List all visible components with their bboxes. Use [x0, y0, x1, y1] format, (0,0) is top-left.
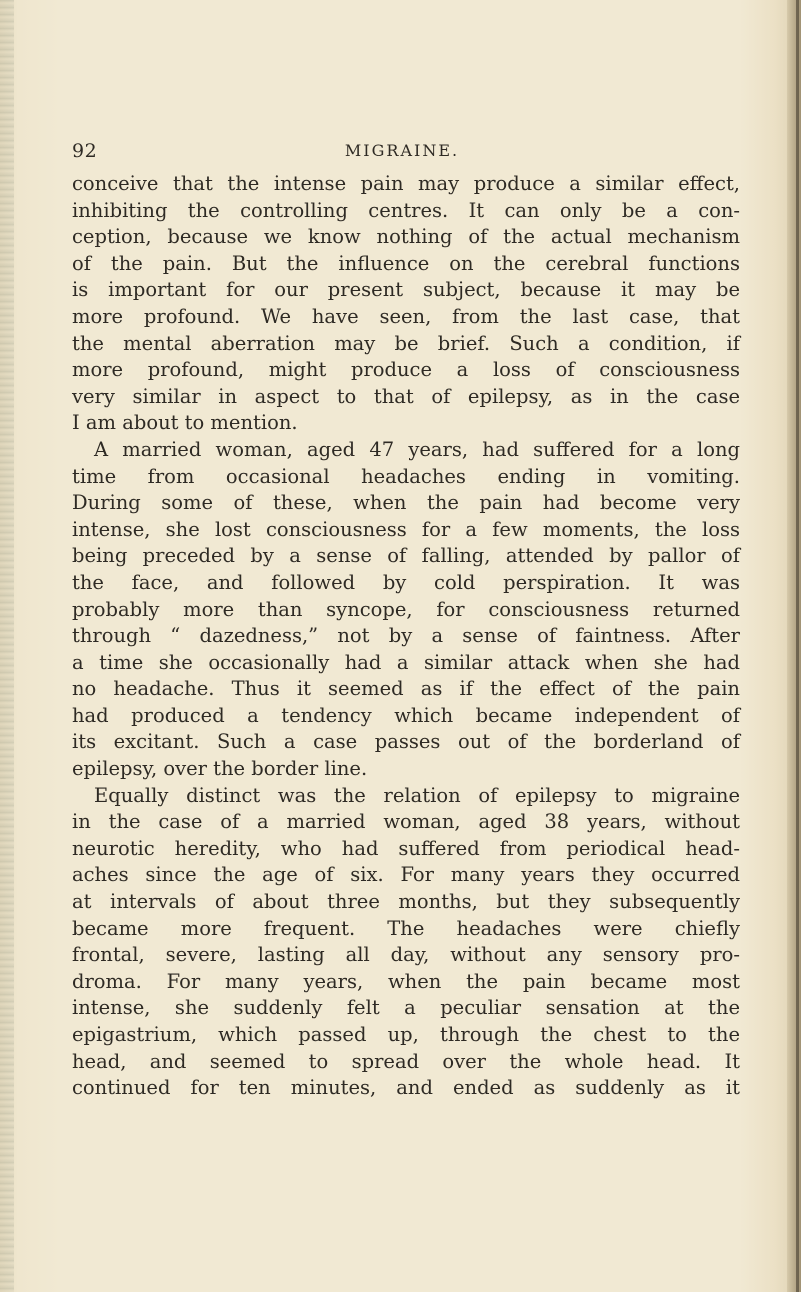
text-line: During some of these, when the pain had become very — [72, 491, 740, 515]
text-line: no headache. Thus it seemed as if the effect of the pain — [72, 677, 740, 701]
text-line: a time she occasionally had a similar attack when she had — [72, 650, 740, 674]
page-header — [72, 140, 732, 166]
text-line: intense, she lost consciousness for a few moments, the loss — [72, 517, 740, 541]
page-number: 92 — [72, 140, 98, 162]
text-line: continued for ten minutes, and ended as suddenly as it — [72, 1076, 740, 1100]
text-line: frontal, severe, lasting all day, without any sensory pro- — [72, 943, 740, 967]
page-right-edge — [787, 0, 801, 1292]
text-line: through “ dazedness,” not by a sense of faintness. After — [72, 624, 740, 648]
text-line: aches since the age of six. For many years they occurred — [72, 863, 740, 887]
text-line: more profound. We have seen, from the last case, that — [72, 304, 740, 328]
text-line: head, and seemed to spread over the whole head. It — [72, 1049, 740, 1073]
text-line: Equally distinct was the relation of epilepsy to migraine — [94, 783, 740, 807]
text-line: epigastrium, which passed up, through the chest to the — [72, 1023, 740, 1046]
running-head: MIGRAINE. — [344, 141, 460, 160]
text-line: its excitant. Such a case passes out of the borderland of — [72, 730, 740, 754]
text-line: epilepsy, over the border line. — [72, 757, 368, 781]
text-line: droma. For many years, when the pain became most — [72, 969, 740, 993]
text-line: became more frequent. The headaches were chiefly — [72, 916, 740, 940]
text-line: probably more than syncope, for consciousness returned — [72, 597, 740, 621]
text-line: at intervals of about three months, but they subsequently — [72, 890, 740, 914]
text-line: ception, because we know nothing of the actual mechanism — [72, 225, 740, 249]
text-line: inhibiting the controlling centres. It can only be a con- — [72, 198, 740, 222]
text-line: conceive that the intense pain may produce a similar effect, — [72, 172, 740, 195]
text-line: of the pain. But the influence on the cerebral functions — [72, 251, 740, 275]
text-line: neurotic heredity, who had suffered from periodical head- — [72, 836, 740, 860]
text-line: is important for our present subject, because it may be — [72, 278, 740, 302]
text-line: in the case of a married woman, aged 38 years, without — [72, 810, 740, 834]
body-text — [72, 171, 740, 1102]
text-line: being preceded by a sense of falling, attended by pallor of — [72, 544, 740, 568]
text-line: time from occasional headaches ending in vomiting. — [72, 464, 740, 488]
text-line: I am about to mention. — [72, 411, 298, 435]
text-line: the face, and followed by cold perspiration. It was — [72, 570, 740, 594]
text-line: had produced a tendency which became independent of — [72, 703, 740, 727]
text-line: A married woman, aged 47 years, had suffered for a long — [94, 437, 740, 461]
text-line: intense, she suddenly felt a peculiar sensation at the — [72, 996, 740, 1020]
text-line: the mental aberration may be brief. Such a condition, if — [72, 331, 740, 355]
text-line: more profound, might produce a loss of consciousness — [72, 358, 740, 382]
text-line: very similar in aspect to that of epilepsy, as in the case — [72, 384, 740, 408]
page-left-edge — [0, 0, 14, 1292]
